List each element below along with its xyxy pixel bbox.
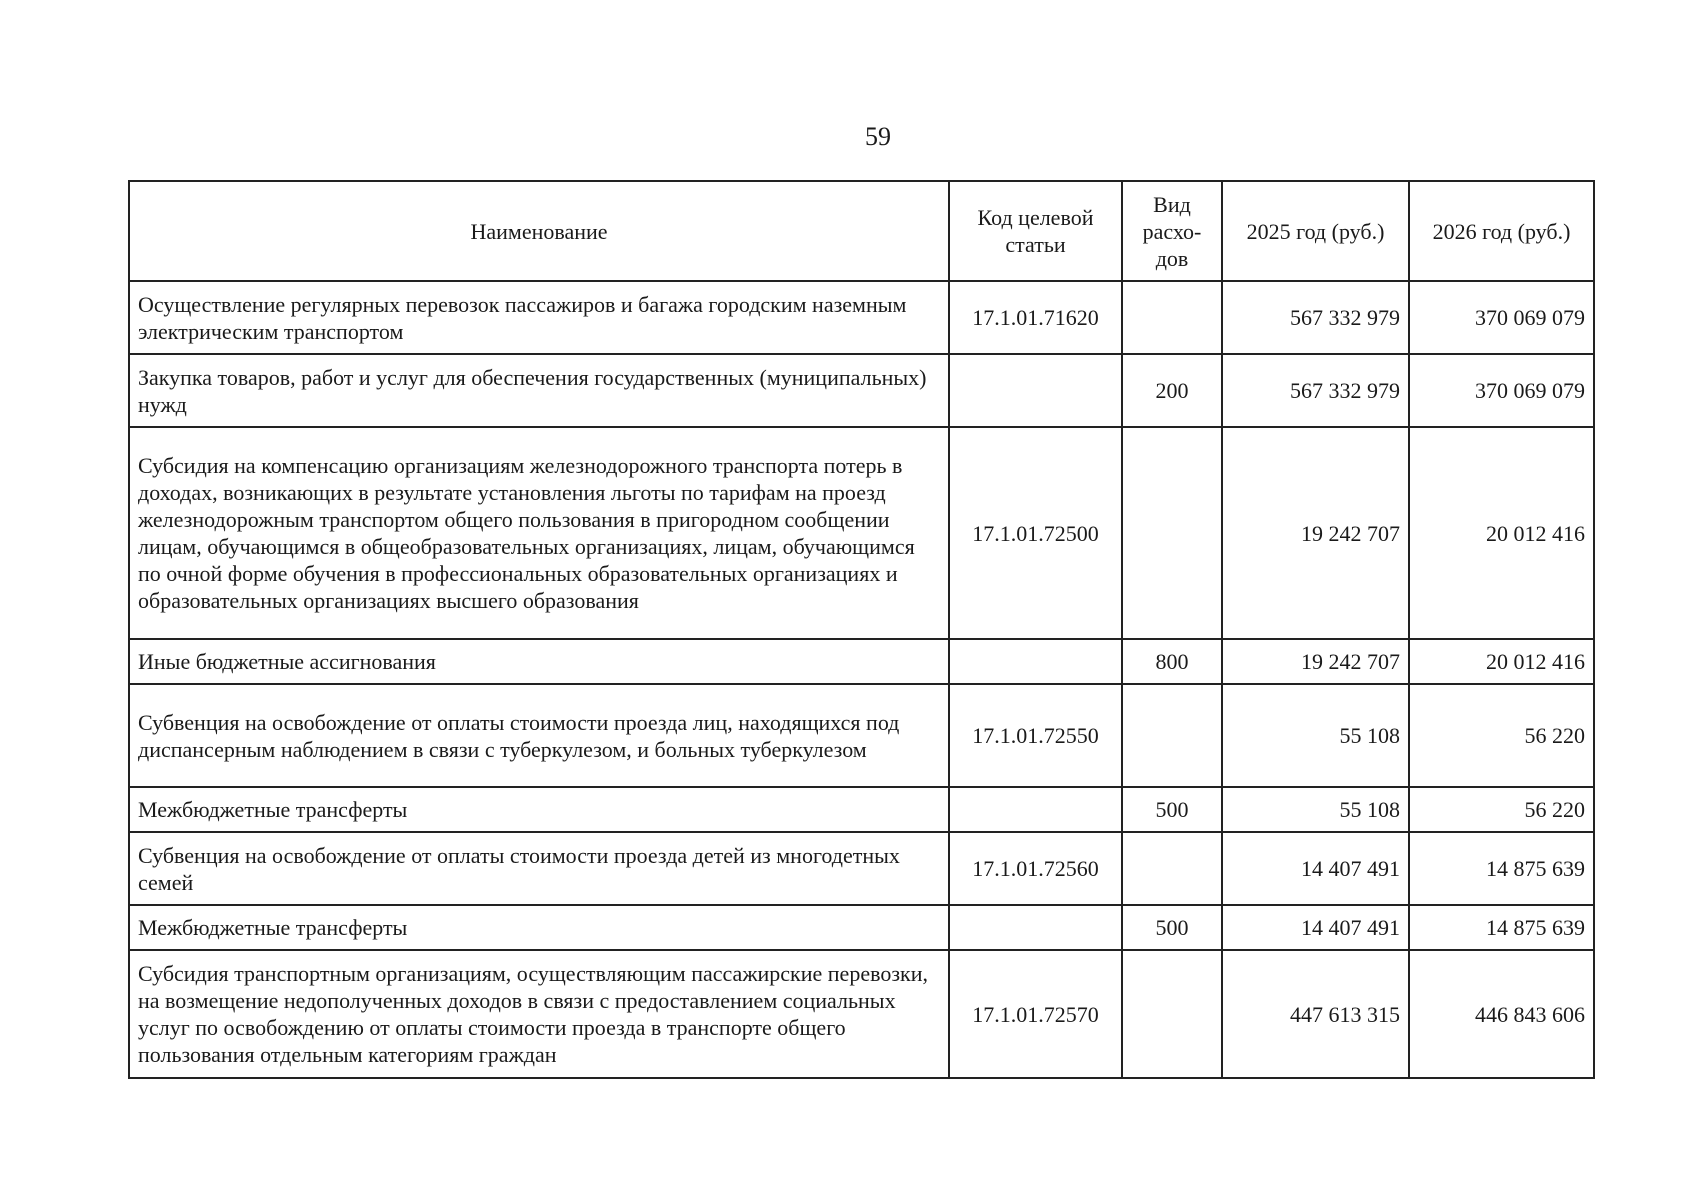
header-code: Код целевой статьи [949,181,1122,281]
row-amount-2025: 14 407 491 [1222,832,1409,905]
row-code: 17.1.01.72560 [949,832,1122,905]
row-name: Осуществление регулярных перевозок пассажиров и багажа городским наземным электрическим транспортом [129,281,949,354]
row-amount-2026: 20 012 416 [1409,639,1594,684]
row-name: Межбюджетные трансферты [129,787,949,832]
table-row [129,950,1594,1078]
row-code: 17.1.01.71620 [949,281,1122,354]
row-name: Закупка товаров, работ и услуг для обеспечения государственных (муниципальных) нужд [129,354,949,427]
row-kind [1122,950,1222,1078]
row-name: Иные бюджетные ассигнования [129,639,949,684]
row-amount-2026: 14 875 639 [1409,832,1594,905]
table-row [129,427,1594,639]
row-amount-2026: 56 220 [1409,787,1594,832]
row-kind: 500 [1122,905,1222,950]
row-code: 17.1.01.72550 [949,684,1122,787]
row-amount-2025: 567 332 979 [1222,281,1409,354]
table-row [129,787,1594,832]
row-amount-2026: 20 012 416 [1409,427,1594,639]
row-amount-2025: 447 613 315 [1222,950,1409,1078]
row-name: Субвенция на освобождение от оплаты стоимости проезда лиц, находящихся под диспансерным наблюдением в связи с туберкулезом, и больных туберкулезом [129,684,949,787]
row-kind [1122,684,1222,787]
header-2025: 2025 год (руб.) [1222,181,1409,281]
header-name: Наименование [129,181,949,281]
row-kind [1122,832,1222,905]
row-code [949,639,1122,684]
row-amount-2026: 56 220 [1409,684,1594,787]
page-number: 59 [865,122,891,151]
table-row [129,684,1594,787]
row-amount-2025: 14 407 491 [1222,905,1409,950]
row-code: 17.1.01.72500 [949,427,1122,639]
table-row [129,905,1594,950]
header-2026: 2026 год (руб.) [1409,181,1594,281]
row-amount-2026: 14 875 639 [1409,905,1594,950]
row-amount-2025: 55 108 [1222,787,1409,832]
row-amount-2026: 370 069 079 [1409,281,1594,354]
budget-table [128,180,1595,1079]
row-name: Субсидия на компенсацию организациям железнодорожного транспорта потерь в доходах, возникающих в результате установления льготы по тарифам на проезд железнодорожным транспортом общего пользования в пригородном сообщении лицам, обучающимся в общеобразовательных организациях, лицам, обучающимся по очной форме обучения в профессиональных образовательных организациях и образовательных организациях высшего образования [129,427,949,639]
row-kind [1122,281,1222,354]
row-amount-2025: 19 242 707 [1222,639,1409,684]
row-amount-2025: 55 108 [1222,684,1409,787]
row-kind [1122,427,1222,639]
table-header-row [129,181,1594,281]
row-amount-2025: 19 242 707 [1222,427,1409,639]
row-kind: 500 [1122,787,1222,832]
row-name: Межбюджетные трансферты [129,905,949,950]
row-code [949,787,1122,832]
row-code: 17.1.01.72570 [949,950,1122,1078]
row-amount-2026: 446 843 606 [1409,950,1594,1078]
table-row [129,281,1594,354]
row-name: Субвенция на освобождение от оплаты стоимости проезда детей из многодетных семей [129,832,949,905]
row-amount-2026: 370 069 079 [1409,354,1594,427]
table-row [129,639,1594,684]
row-kind: 200 [1122,354,1222,427]
row-kind: 800 [1122,639,1222,684]
row-amount-2025: 567 332 979 [1222,354,1409,427]
row-code [949,905,1122,950]
table-row [129,354,1594,427]
header-kind: Вид расхо-дов [1122,181,1222,281]
row-code [949,354,1122,427]
row-name: Субсидия транспортным организациям, осуществляющим пассажирские перевозки, на возмещение недополученных доходов в связи с предоставлением социальных услуг по освобождению от оплаты стоимости проезда в транспорте общего пользования отдельным категориям граждан [129,950,949,1078]
table-row [129,832,1594,905]
